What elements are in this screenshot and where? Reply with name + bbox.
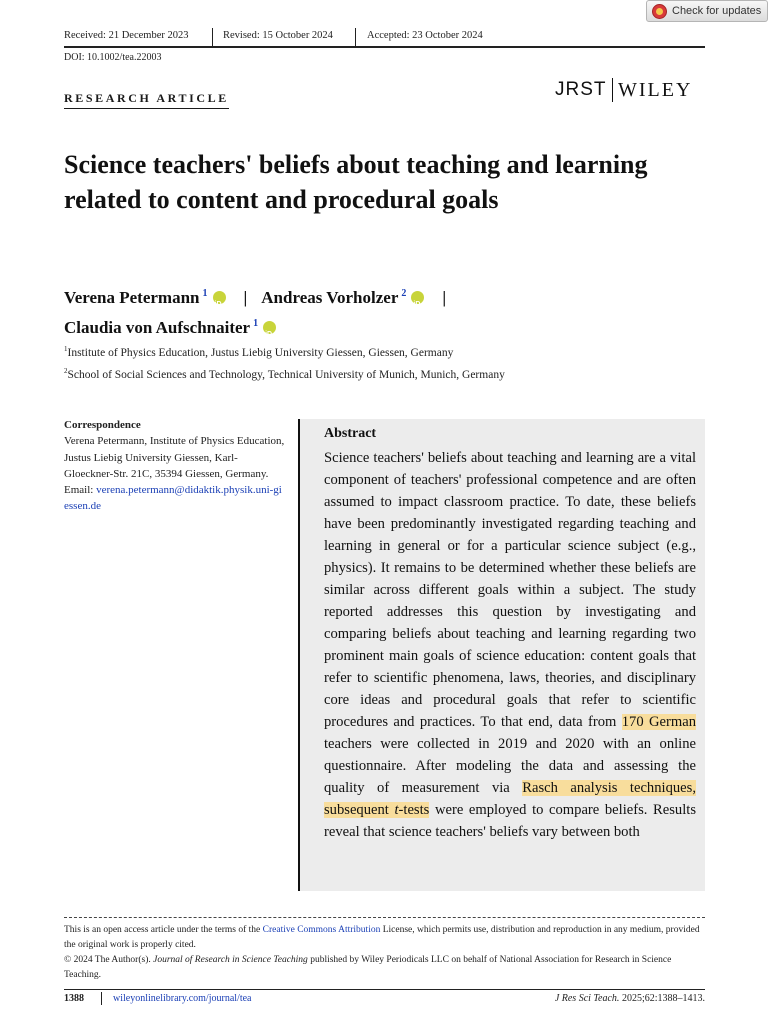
orcid-icon[interactable] — [263, 321, 276, 334]
logo-wiley: WILEY — [618, 78, 693, 101]
correspondence-email — [64, 482, 286, 515]
correspondence-address: Verena Petermann, Institute of Physics Education, Justus Liebig University Giessen, Karl-Gloeckner-Str. 21C, 35394 Giessen, Germany. — [64, 435, 285, 480]
copyright-text: published by Wiley Periodicals LLC on behalf of National Association for Research in Science Teaching. — [64, 955, 672, 980]
email-label: Email: — [64, 484, 94, 497]
abstract-text-part: teachers were collected in 2019 and 2020 with an online questionnaire. After modeling the data and assessing the quality of measurement via — [324, 736, 696, 796]
page-number: 1388 — [64, 993, 84, 1004]
footer-divider — [101, 992, 102, 1005]
author-name[interactable]: Andreas Vorholzer — [261, 288, 399, 307]
citation — [555, 993, 705, 1004]
author-affiliation-ref[interactable]: 1 — [202, 288, 208, 299]
highlighted-text-italic: t — [394, 802, 399, 818]
date-divider — [212, 28, 213, 46]
affiliation-number: 2 — [64, 367, 68, 375]
author-affiliation-ref[interactable]: 1 — [253, 318, 259, 329]
doi[interactable]: DOI: 10.1002/tea.22003 — [64, 52, 162, 63]
crossmark-icon — [652, 4, 667, 19]
copyright-text: © 2024 The Author(s). — [64, 955, 154, 965]
article-type-label: RESEARCH ARTICLE — [64, 91, 229, 109]
article-title: Science teachers' beliefs about teaching and learning related to content and procedural goals — [64, 150, 648, 214]
abstract-panel — [298, 419, 705, 891]
author-affiliation-ref[interactable]: 2 — [401, 288, 407, 299]
affiliation — [64, 345, 453, 359]
email-link[interactable]: verena.petermann@didaktik.physik.uni-giessen.de — [64, 484, 282, 513]
revised-date: Revised: 15 October 2024 — [223, 30, 333, 41]
creative-commons-link[interactable]: Creative Commons Attribution — [262, 925, 381, 935]
footer-rule — [64, 989, 705, 990]
correspondence-block — [64, 417, 286, 515]
affiliation-text: School of Social Sciences and Technology, Technical University of Munich, Munich, Germany — [67, 369, 505, 381]
affiliation-text: Institute of Physics Education, Justus Liebig University Giessen, Giessen, Germany — [67, 347, 454, 359]
highlighted-text-part: Rasch analysis techniques, subsequent — [324, 780, 696, 818]
journal-abbrev: J Res Sci Teach. — [554, 993, 620, 1004]
abstract-heading: Abstract — [324, 426, 377, 441]
logo-jrst: JRST — [555, 79, 607, 100]
check-for-updates-button[interactable] — [646, 0, 768, 22]
license-text: This is an open access article under the terms of the — [64, 925, 263, 935]
date-divider — [355, 28, 356, 46]
journal-name: Journal of Research in Science Teaching — [153, 955, 308, 965]
author-name[interactable]: Verena Petermann — [64, 288, 200, 307]
orcid-icon[interactable] — [411, 291, 424, 304]
citation-detail: 2025;62:1388–1413. — [619, 993, 705, 1004]
check-for-updates-label: Check for updates — [672, 5, 762, 17]
highlighted-text-part: -tests — [398, 802, 430, 818]
header-rule — [64, 46, 705, 48]
author-separator: | — [442, 288, 447, 307]
orcid-icon[interactable] — [213, 291, 226, 304]
affiliation — [64, 367, 505, 381]
page-footer — [64, 993, 705, 1007]
accepted-date: Accepted: 23 October 2024 — [367, 30, 483, 41]
footnote-rule — [64, 917, 705, 918]
received-date: Received: 21 December 2023 — [64, 30, 189, 41]
journal-url-link[interactable]: wileyonlinelibrary.com/journal/tea — [113, 993, 252, 1004]
author-name[interactable]: Claudia von Aufschnaiter — [64, 318, 251, 337]
correspondence-heading: Correspondence — [64, 419, 141, 431]
license-text: License, which permits use, distribution and reproduction in any medium, provided the original work is properly cited. — [64, 925, 700, 950]
author-separator: | — [243, 288, 248, 307]
abstract-text-part: were employed to compare beliefs. Results reveal that science teachers' beliefs vary between both — [324, 802, 696, 840]
abstract-text-part: Science teachers' beliefs about teaching and learning are a vital component of teachers' professional competence and are often assumed to impact classroom practice. To date, these beliefs have been predominantly investigated regarding teaching and learning in general or for a particular science subject (e.g., physics). It remains to be determined whether these beliefs are similar across different goals within a subject. The study reported addresses this question by investigating and comparing beliefs about teaching and learning regarding two prominent main goals of science education: content goals that refer to scientific phenomena, laws, theories, and disciplinary core ideas and procedural goals that refer to scientific procedures and practices. To that end, data from — [324, 450, 696, 730]
affiliation-number: 1 — [64, 345, 68, 353]
logo-divider — [612, 78, 614, 102]
article-dates — [64, 30, 705, 46]
license-notice — [64, 923, 709, 983]
highlighted-text[interactable]: 170 German — [621, 714, 696, 730]
author-list — [64, 281, 684, 341]
journal-logo — [555, 77, 692, 103]
abstract-text — [324, 447, 696, 843]
